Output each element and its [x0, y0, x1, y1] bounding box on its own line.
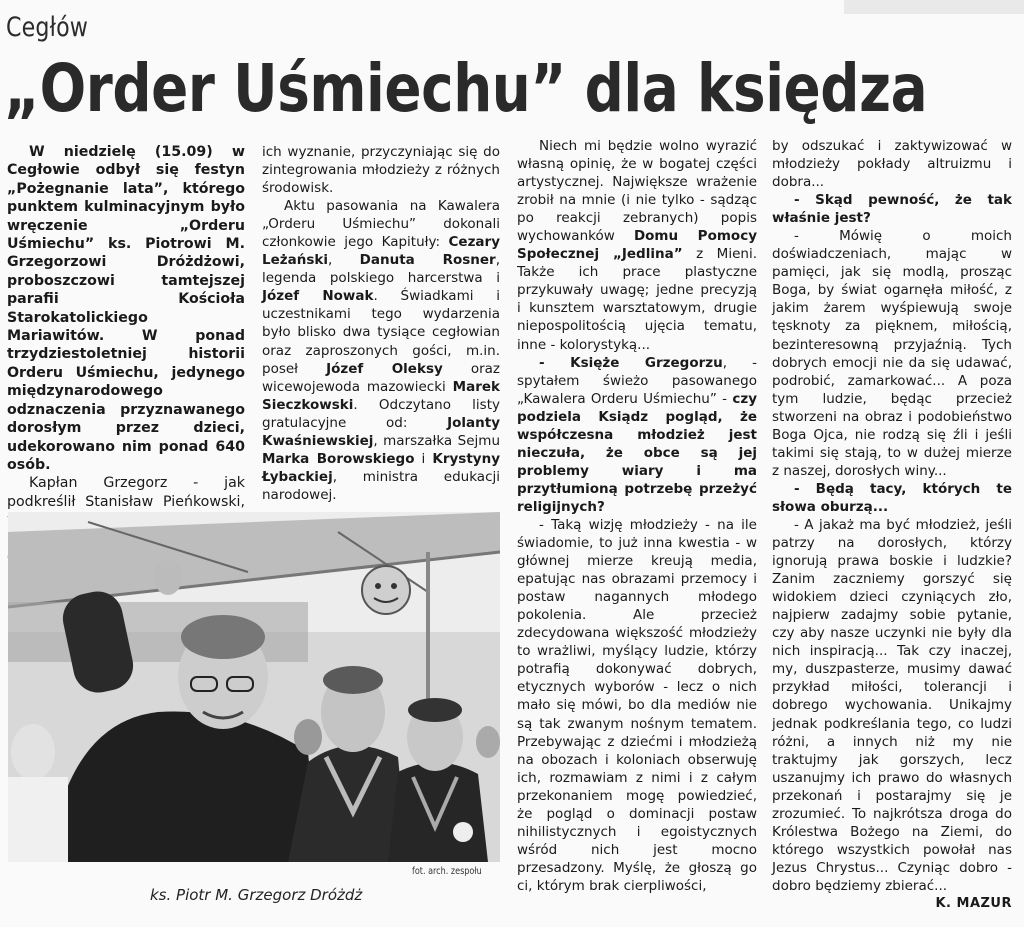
article-photo — [8, 512, 500, 862]
column-2 — [262, 143, 500, 504]
column-1 — [7, 143, 245, 566]
photo-credit: fot. arch. zespołu — [412, 866, 482, 877]
interview-answer: - Mówię o moich doświadczeniach, mając w pamięci, jak się modlą, prosząc Boga, by świat ogarnęła miłość, z jakim żarem wyśpiewują swoje tęsknoty za pięknem, miłością, bezinteresowną przyjaźnią. Tych dobrych emocji nie da się udawać, podrobić, zamarkować... A poza tym ludzie, będąc przecież stworzeni na obraz i podobieństwo Boga Ojca, nie rodzą się źli i jeśli takimi się stają, to w dużej mierze z naszej, dorosłych winy... — [772, 228, 1012, 479]
body-paragraph: Aktu pasowania na Kawalera „Orderu Uśmiechu” dokonali członkowie jego Kapituły: Cezary Leżański, Danuta Rosner, legenda polskiego harcerstwa i Józef Nowak. Świadkami i uczestnikami tego wydarzenia było blisko dwa tysiące cegłowian oraz zaproszonych gości, m.in. poseł Józef Oleksy oraz wicewojewoda mazowiecki Marek Sieczkowski. Odczytano listy gratulacyjne od: Jolanty Kwaśniewskiej, marszałka Sejmu Marka Borowskiego i Krystyny Łybackiej, ministra edukacji narodowej. — [262, 198, 500, 503]
scan-corner — [844, 0, 1024, 14]
body-paragraph: Kapłan Grzegorz - jak podkreślił Stanisław Pieńkowski, — [7, 475, 245, 510]
interview-answer: - A jakaż ma być młodzież, jeśli patrzy na dorosłych, którzy ignorują prawa boskie i ludzkie? Zanim zaczniemy gorszyć się widokiem dzieci czyniących zło, najpierw zadajmy sobie pytanie, czy aby nasze uczynki nie były dla nich inspiracją... Tak czy inaczej, my, duszpasterze, musimy dawać przykład miłości, tolerancji i dobrego wychowania. Unikajmy jednak podkreślania tego, co ludzi różni, a innych niż my nie traktujmy jak gorszych, lecz uszanujmy ich prawo do własnych przekonań i postarajmy się je zrozumieć. To najkrótsza droga do Królestwa Bożego na Ziemi, do którego wszystkich powołał nas Jezus Chrystus... Czyniąc dobro - dobro będziemy zbierać... — [772, 516, 1012, 894]
interview-question: - Skąd pewność, że tak właśnie jest? — [772, 192, 1012, 227]
lead-paragraph: W niedzielę (15.09) w Cegłowie odbył się festyn „Pożegnanie lata”, którego punktem kulminacyjnym było wręczenie „Orderu Uśmiechu” ks. Piotrowi M. Grzegorzowi Dróżdżowi, proboszczowi tamtejszej parafii Kościoła Starokatolickiego Mariawitów. W ponad trzydziestoletniej historii Orderu Uśmiechu, jedynego międzynarodowego odznaczenia przyznawanego dorosłym przez dzieci, udekorowano nim ponad 640 osób. — [7, 144, 245, 473]
section-kicker: Cegłów — [6, 12, 89, 43]
interview-answer: - Taką wizję młodzieży - na ile świadomie, to już inna kwestia - w głównej mierze kreują media, epatując nas obrazami przemocy i postaw nagannych młodego pokolenia. Ale przecież zdecydowana większość młodzieży to wrażliwi, myślący ludzie, którzy potrafią dokonywać dobrych, etycznych wyborów - lecz o nich mało się mówi, bo dla mediów nie są tak zwanym nośnym tematem. Przebywając z dziećmi i młodzieżą na obozach i koloniach obserwuję ich, rozmawiam z nimi i z całym przekonaniem mogę powiedzieć, że pogląd o dominacji postaw nihilistycznych i egoistycznych wśród nich jest mocno przesadzony. Myślę, że głoszą go ci, którym brak cierpliwości, — [517, 516, 757, 894]
body-paragraph: Niech mi będzie wolno wyrazić własną opinię, że w bogatej części artystycznej. Największe wrażenie zrobił na mnie (i nie tylko - sądząc po reakcji zebranych) popis wychowanków Domu Pomocy Społecznej „Jedlina” z Mieni. Także ich prace plastyczne przykuwały uwagę; jedne precyzją i kunsztem warsztatowym, drugie niepospolitością ujęcia tematu, inne - kolorystyką... — [517, 138, 757, 353]
article-headline: „Order Uśmiechu” dla księdza — [4, 50, 928, 127]
interview-question: - Księże Grzegorzu, - spytałem świeżo pasowanego „Kawalera Orderu Uśmiechu” - czy podziela Ksiądz pogląd, że współczesna młodzież jest nieczuła, że obce są jej problemy wiary i ma przytłumioną potrzebę przeżyć religijnych? — [517, 354, 757, 515]
photo-caption: ks. Piotr M. Grzegorz Dróżdż — [150, 886, 363, 904]
column-4 — [772, 137, 1012, 895]
column-3 — [517, 137, 757, 895]
author-signature: K. MAZUR — [935, 896, 1012, 911]
interview-question: - Będą tacy, których te słowa oburzą... — [772, 480, 1012, 515]
body-paragraph: ich wyznanie, przyczyniając się do zintegrowania młodzieży z różnych środowisk. — [262, 144, 500, 197]
interview-answer: by odszukać i zaktywizować w młodzieży pokłady altruizmu i dobra... — [772, 138, 1012, 191]
